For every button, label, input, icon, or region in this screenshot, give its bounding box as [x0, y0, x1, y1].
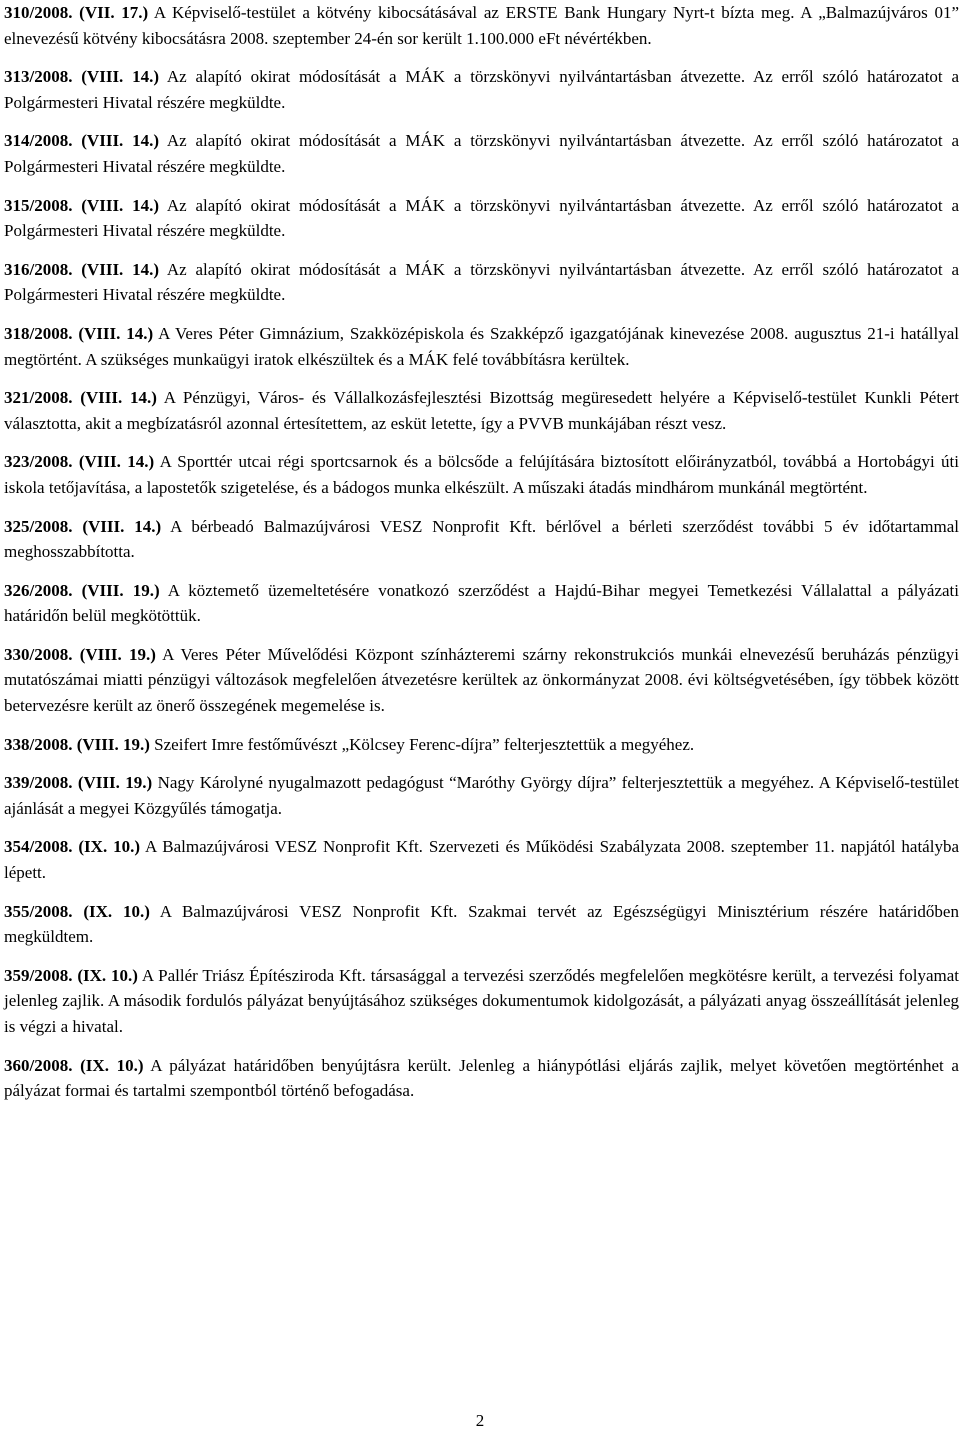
resolution-text: A pályázat határidőben benyújtásra került. Jelenleg a hiánypótlási eljárás zajlik, melyet követően megtörténhet a pályázat formai és tartalmi szempontból történő befogadása. — [4, 1055, 959, 1101]
resolution-text: Nagy Károlyné nyugalmazott pedagógust “Maróthy György díjra” felterjesztettük a megyéhez. A Képviselő-testület ajánlását a megyei Közgyűlés támogatja. — [4, 773, 960, 818]
resolution-paragraph — [4, 193, 959, 244]
resolution-number: 330/2008. (VIII. 19.) — [4, 644, 156, 664]
resolution-number: 360/2008. (IX. 10.) — [4, 1055, 144, 1075]
resolution-text: A bérbeadó Balmazújvárosi VESZ Nonprofit Kft. bérlővel a bérleti szerződést további 5 év időtartammal meghosszabbította. — [4, 516, 959, 562]
resolution-paragraph — [4, 128, 959, 179]
resolution-paragraph — [4, 1053, 959, 1104]
resolution-number: 359/2008. (IX. 10.) — [4, 965, 138, 985]
resolution-paragraph — [4, 257, 959, 308]
resolution-number: 313/2008. (VIII. 14.) — [4, 67, 160, 87]
resolution-text: Az alapító okirat módosítását a MÁK a törzskönyvi nyilvántartásban átvezette. Az erről szóló határozatot a Polgármesteri Hivatal részére megküldte. — [4, 195, 959, 241]
resolution-text: Az alapító okirat módosítását a MÁK a törzskönyvi nyilvántartásban átvezette. Az erről szóló határozatot a Polgármesteri Hivatal részére megküldte. — [4, 67, 959, 112]
resolution-text: A Veres Péter Gimnázium, Szakközépiskola és Szakképző igazgatójának kinevezése 2008. augusztus 21-i hatállyal megtörtént. A szükséges munkaügyi iratok elkészültek és a MÁK felé továbbításra kerültek. — [4, 323, 959, 369]
resolution-text: A Sporttér utcai régi sportcsarnok és a bölcsőde a felújítására biztosított előirányzatból, továbbá a Hortobágyi úti iskola tetőjavítása, a lapostetők szigetelése, és a bádogos munka elkészült. A műszaki átadás mindhárom munkánál megtörtént. — [4, 452, 960, 497]
resolution-number: 339/2008. (VIII. 19.) — [4, 773, 153, 793]
resolution-number: 316/2008. (VIII. 14.) — [4, 259, 160, 279]
resolution-text: A Balmazújvárosi VESZ Nonprofit Kft. Szervezeti és Működési Szabályzata 2008. szeptember 11. napjától hatályba lépett. — [4, 837, 959, 883]
resolution-paragraph — [4, 578, 959, 629]
resolution-paragraph — [4, 834, 959, 885]
resolution-paragraph — [4, 963, 959, 1040]
resolution-number: 321/2008. (VIII. 14.) — [4, 388, 157, 408]
resolution-number: 355/2008. (IX. 10.) — [4, 901, 150, 921]
resolution-paragraph — [4, 385, 959, 436]
resolution-number: 318/2008. (VIII. 14.) — [4, 323, 154, 343]
resolution-text: A Képviselő-testület a kötvény kibocsátásával az ERSTE Bank Hungary Nyrt-t bízta meg. A „Balmazújváros 01” elnevezésű kötvény kibocsátásra 2008. szeptember 24-én sor került 1.100.000 eFt névértékben. — [4, 3, 959, 48]
resolution-paragraph — [4, 642, 959, 719]
resolution-paragraph — [4, 64, 959, 115]
resolution-paragraph — [4, 0, 959, 51]
resolution-number: 314/2008. (VIII. 14.) — [4, 131, 160, 151]
resolution-number: 326/2008. (VIII. 19.) — [4, 580, 160, 600]
resolution-paragraph — [4, 449, 959, 500]
resolution-paragraph — [4, 770, 959, 821]
resolution-text: A Balmazújvárosi VESZ Nonprofit Kft. Szakmai tervét az Egészségügyi Minisztérium részére határidőben megküldtem. — [4, 901, 959, 947]
resolution-text: A Pénzügyi, Város- és Vállalkozásfejlesztési Bizottság megüresedett helyére a Képviselő-testület Kunkli Pétert választotta, akit a megbízatásról azonnal értesítettem, az esküt letette, így a PVVB munkájában részt vesz. — [4, 388, 959, 433]
resolution-number: 354/2008. (IX. 10.) — [4, 837, 141, 857]
resolution-paragraph — [4, 321, 959, 372]
resolution-text: Szeifert Imre festőművészt „Kölcsey Ferenc-díjra” felterjesztettük a megyéhez. — [149, 734, 695, 754]
resolution-text: A köztemető üzemeltetésére vonatkozó szerződést a Hajdú-Bihar megyei Temetkezési Vállalattal a pályázati határidőn belül megkötöttük. — [4, 580, 959, 626]
document-body — [4, 0, 959, 1117]
page-number: 2 — [475, 1411, 485, 1430]
resolution-number: 310/2008. (VII. 17.) — [4, 3, 149, 22]
resolution-paragraph — [4, 732, 959, 758]
resolution-number: 323/2008. (VIII. 14.) — [4, 452, 155, 472]
resolution-text: Az alapító okirat módosítását a MÁK a törzskönyvi nyilvántartásban átvezette. Az erről szóló határozatot a Polgármesteri Hivatal részére megküldte. — [4, 259, 959, 305]
resolution-paragraph — [4, 514, 959, 565]
resolution-number: 325/2008. (VIII. 14.) — [4, 516, 162, 536]
resolution-paragraph — [4, 899, 959, 950]
resolution-text: A Pallér Triász Építésziroda Kft. társasággal a tervezési szerződés megfelelően megkötésre került, a tervezési folyamat jelenleg zajlik. A második fordulós pályázat benyújtásához szükséges dokumentumok kidolgozását, a pályázati anyag összeállítását jelenleg is végzi a hivatal. — [4, 965, 959, 1036]
resolution-number: 338/2008. (VIII. 19.) — [4, 734, 150, 754]
resolution-text: A Veres Péter Művelődési Központ színházteremi szárny rekonstrukciós munkái elnevezésű beruházás pénzügyi mutatószámai miatti pénzügyi változások megfelelően átvezetésre kerültek az önkormányzat 2008. évi költségvetésében, így többek között betervezésre került az önerő összegének megemelése is. — [4, 644, 959, 716]
resolution-text: Az alapító okirat módosítását a MÁK a törzskönyvi nyilvántartásban átvezette. Az erről szóló határozatot a Polgármesteri Hivatal részére megküldte. — [4, 131, 959, 176]
resolution-number: 315/2008. (VIII. 14.) — [4, 195, 160, 215]
